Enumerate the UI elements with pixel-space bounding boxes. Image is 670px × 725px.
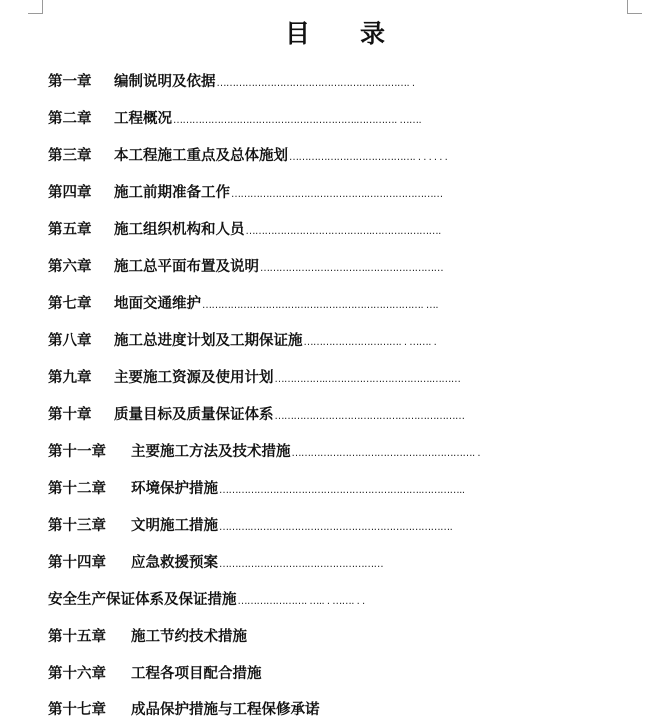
toc-entry-title: 施工前期准备工作 xyxy=(114,185,230,201)
toc-entry-title: 主要施工资源及使用计划 xyxy=(114,370,274,386)
toc-dot-leader: …………………………………………………. . xyxy=(291,448,481,459)
toc-chapter-number: 第八章 xyxy=(48,333,92,349)
toc-entry-title: 施工组织机构和人员 xyxy=(114,222,245,238)
toc-entry[interactable] xyxy=(48,543,628,580)
page-corner-mark-right xyxy=(627,0,642,14)
toc-entry[interactable] xyxy=(48,247,628,284)
toc-dot-leader: …………….…………………………….……… xyxy=(274,374,461,385)
toc-entry[interactable] xyxy=(48,395,628,432)
toc-entry-title: 文明施工措施 xyxy=(131,518,218,534)
toc-entry[interactable] xyxy=(48,99,628,136)
toc-dot-leader: ………………………………………………….…………. ……. xyxy=(173,115,422,126)
toc-entry[interactable] xyxy=(48,321,628,358)
toc-dot-leader: …………………………. . ……. . xyxy=(303,337,437,348)
toc-chapter-number: 第十二章 xyxy=(48,481,106,497)
toc-entry[interactable] xyxy=(48,617,628,654)
toc-entry-title: 工程概况 xyxy=(114,111,172,127)
toc-entry-title: 地面交通维护 xyxy=(114,296,201,312)
toc-dot-leader: …………………………………….…………………… xyxy=(231,189,443,200)
toc-dot-leader: ……………………………………………………….………….. xyxy=(219,485,465,496)
toc-entry-title: 环境保护措施 xyxy=(131,481,218,497)
toc-entry[interactable] xyxy=(48,210,628,247)
document-title: 目 录 xyxy=(284,19,385,48)
toc-chapter-number: 第七章 xyxy=(48,296,92,312)
toc-chapter-number: 第五章 xyxy=(48,222,92,238)
toc-dot-leader: ……………………………………………………………. …. xyxy=(202,300,439,311)
toc-chapter-number: 第十五章 xyxy=(48,629,106,645)
toc-entry[interactable] xyxy=(48,173,628,210)
toc-chapter-number: 第二章 xyxy=(48,111,92,127)
toc-entry[interactable] xyxy=(48,284,628,321)
toc-entry[interactable] xyxy=(48,469,628,506)
toc-entry-title: 本工程施工重点及总体施划 xyxy=(114,148,288,164)
toc-dot-leader: …………………………………………………… xyxy=(274,411,465,422)
table-of-contents xyxy=(48,62,628,725)
toc-chapter-number: 第六章 xyxy=(48,259,92,275)
toc-entry-title: 施工总进度计划及工期保证施 xyxy=(114,333,303,349)
toc-chapter-number: 第一章 xyxy=(48,74,92,90)
toc-dot-leader: ……….………………………………………………………. xyxy=(219,522,453,533)
toc-dot-leader: …………………………….…………………… xyxy=(260,263,444,274)
toc-dot-leader: ………………………………….…………………. xyxy=(245,226,441,237)
toc-entry-title: 成品保护措施与工程保修承诺 xyxy=(131,701,320,718)
toc-entry-title: 质量目标及质量保证体系 xyxy=(114,407,274,423)
toc-chapter-number: 第四章 xyxy=(48,185,92,201)
toc-entry[interactable] xyxy=(48,136,628,173)
toc-chapter-number: 第九章 xyxy=(48,370,92,386)
toc-chapter-number: 第十六章 xyxy=(48,666,106,682)
toc-entry-title: 主要施工方法及技术措施 xyxy=(131,444,291,460)
toc-entry-title: 安全生产保证体系及保证措施 xyxy=(48,592,237,608)
toc-dot-leader: …………………………………. . . . . . . xyxy=(289,152,448,163)
toc-chapter-number: 第十七章 xyxy=(48,701,106,718)
toc-chapter-number: 第十章 xyxy=(48,407,92,423)
toc-entry-title: 编制说明及依据 xyxy=(114,74,216,90)
toc-entry[interactable] xyxy=(48,62,628,99)
toc-entry[interactable] xyxy=(48,432,628,469)
toc-dot-leader: …………………. ….. . ……. . . xyxy=(237,596,365,607)
toc-chapter-number: 第十四章 xyxy=(48,555,106,571)
toc-entry[interactable] xyxy=(48,691,628,725)
toc-entry-title: 施工总平面布置及说明 xyxy=(114,259,259,275)
toc-entry[interactable] xyxy=(48,358,628,395)
toc-entry[interactable] xyxy=(48,580,628,617)
toc-dot-leader: ……………………….…………………… xyxy=(219,559,384,570)
toc-entry-title: 应急救援预案 xyxy=(131,555,218,571)
page-corner-mark-left xyxy=(28,0,43,14)
toc-entry-title: 工程各项目配合措施 xyxy=(131,666,262,682)
toc-entry[interactable] xyxy=(48,506,628,543)
toc-entry[interactable] xyxy=(48,654,628,691)
toc-chapter-number: 第十三章 xyxy=(48,518,106,534)
toc-entry-title: 施工节约技术措施 xyxy=(131,629,247,645)
toc-chapter-number: 第十一章 xyxy=(48,444,106,460)
toc-dot-leader: ……………………………………………………. . xyxy=(216,78,415,89)
toc-chapter-number: 第三章 xyxy=(48,148,92,164)
